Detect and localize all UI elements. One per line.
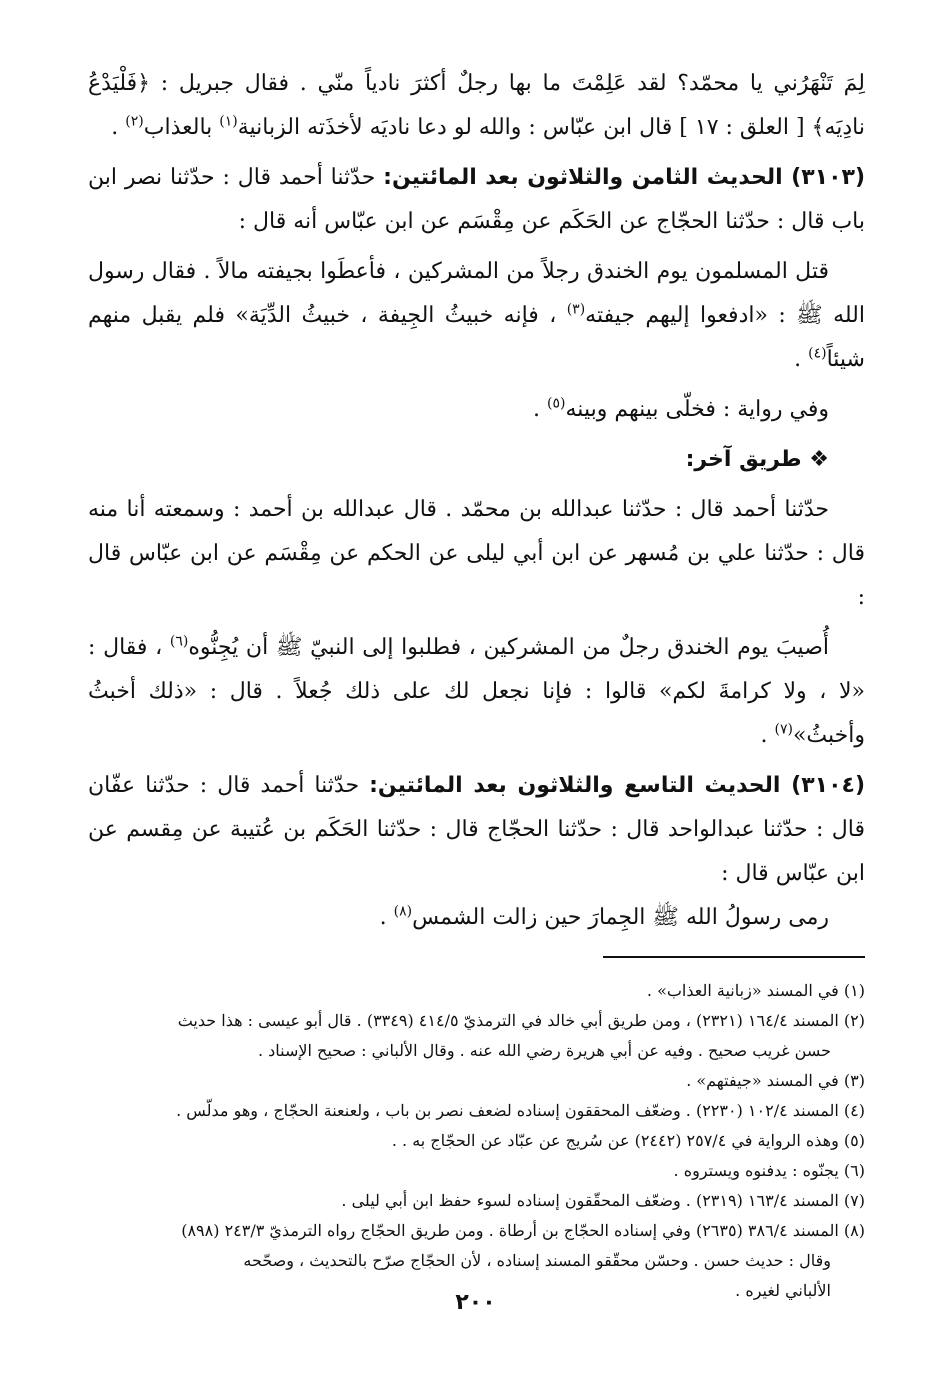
hadith-3104: (٣١٠٤) الحديث التاسع والثلاثون بعد المائتين: حدّثنا أحمد قال : حدّثنا عفّان قال : حدّثنا عبدالواحد قال : حدّثنا الحجّاج قال : حدّثنا الحَكَم بن عُتيبة عن مِقسم عن ابن عبّاس قال : xyxy=(88,773,865,886)
footnote-5: (٥) وهذه الرواية في ٢٥٧/٤ (٢٤٤٢) عن سُريج عن عبّاد عن الحجّاج به . . xyxy=(391,1131,865,1150)
footnote-1: (١) في المسند «زبانية العذاب» . xyxy=(646,981,865,1000)
hadith-3103: (٣١٠٣) الحديث الثامن والثلاثون بعد المائتين: حدّثنا أحمد قال : حدّثنا نصر ابن باب قال : حدّثنا الحجّاج عن الحَكَم عن مِقْسَم عن ابن عبّاس أنه قال : xyxy=(88,165,865,234)
paragraph-6: أُصيبَ يوم الخندق رجلٌ من المشركين ، فطلبوا إلى النبيّ ﷺ أن يُجِنُّوه$^{(٦)}$ ، فقال : «لا ، ولا كرامةَ لكم» قالوا : فإنا نجعل لك على ذلك جُعلاً . قال : «ذلك أخبثُ وأخبثُ»$^{(٧)}$ . xyxy=(88,633,865,748)
footnote-ref-7: (٧) xyxy=(774,721,793,738)
paragraph-5: حدّثنا أحمد قال : حدّثنا عبدالله بن محمّد . قال عبدالله بن أحمد : وسمعته أنا منه قال : حدّثنا علي بن مُسهر عن ابن أبي ليلى عن الحكم عن مِقْسَم عن ابن عبّاس قال : xyxy=(88,497,865,610)
paragraph-1: لِمَ تَنْهَرُني يا محمّد؟ لقد عَلِمْتَ ما بها رجلٌ أكثرَ نادياً منّي . فقال جبريل : ﴿فَلْيَدْعُ نادِيَه﴾ [ العلق : ١٧ ] قال ابن عبّاس : والله لو دعا ناديَه لأخذَته الزبانية$^{(١)}$ بالعذاب$^{(٢)}$ . xyxy=(88,71,865,140)
footnote-separator xyxy=(603,956,865,958)
paragraph-3: قتل المسلمون يوم الخندق رجلاً من المشركين ، فأعطَوا بجيفته مالاً . فقال رسول الله ﷺ : «ادفعوا إليهم جيفته$^{(٣)}$ ، فإنه خبيثُ الجِيفة ، خبيثُ الدِّيَة» فلم يقبل منهم شيئاً$^{(٤)}$ . xyxy=(88,259,865,372)
footnote-ref-8: (٨) xyxy=(393,903,413,920)
paragraph-4: وفي رواية : فخلّى بينهم وبينه$^{(٥)}$ . xyxy=(533,395,829,422)
main-text xyxy=(88,62,865,940)
footnote-ref-5: (٥) xyxy=(547,395,566,412)
footnote-2-cont: حسن غريب صحيح . وفيه عن أبي هريرة رضي الله عنه . وقال الألباني : صحيح الإسناد . xyxy=(257,1041,831,1060)
paragraph-8: رمى رسولُ الله ﷺ الجِمارَ حين زالت الشمس$^{(٨)}$ . xyxy=(379,903,829,930)
footnotes xyxy=(88,976,865,1306)
footnote-8-cont-1: وقال : حديث حسن . وحسّن محقّقو المسند إسناده ، لأن الحجّاج صرّح بالتحديث ، وصحّحه xyxy=(243,1251,831,1270)
footnote-6: (٦) يجنّوه : يدفنوه ويستروه . xyxy=(673,1161,865,1180)
footnote-ref-3: (٣) xyxy=(566,301,586,318)
footnote-3: (٣) في المسند «جيفتهم» . xyxy=(686,1071,865,1090)
footnote-ref-4: (٤) xyxy=(808,345,827,362)
footnote-2: (٢) المسند ١٦٤/٤ (٢٣٢١) ، ومن طريق أبي خالد في الترمذيّ ٤١٤/٥ (٣٣٤٩) . قال أبو عيسى : هذا حديث xyxy=(177,1011,865,1030)
hadith-heading-3104: (٣١٠٤) الحديث التاسع والثلاثون بعد المائتين: xyxy=(369,773,865,798)
footnote-7: (٧) المسند ١٦٣/٤ (٢٣١٩) . وضعّف المحقّقون إسناده لسوء حفظ ابن أبي ليلى . xyxy=(341,1191,865,1210)
footnote-ref-2: (٢) xyxy=(125,113,144,130)
footnote-ref-1: (١) xyxy=(219,113,238,130)
footnote-8: (٨) المسند ٣٨٦/٤ (٢٦٣٥) وفي إسناده الحجّاج بن أرطاة . ومن طريق الحجّاج رواه الترمذيّ ٢٤٣/٣ (٨٩٨) xyxy=(181,1221,865,1240)
footnote-8-cont-2: الألباني لغيره . xyxy=(735,1281,831,1300)
hadith-heading-3103: (٣١٠٣) الحديث الثامن والثلاثون بعد المائتين: xyxy=(383,165,865,190)
page-number: ٢٠٠ xyxy=(455,1290,496,1315)
footnote-separator-wrap xyxy=(88,956,865,958)
another-route-heading: ❖ طريق آخر: xyxy=(685,447,829,472)
footnote-4: (٤) المسند ١٠٢/٤ (٢٢٣٠) . وضعّف المحققون إسناده لضعف نصر بن باب ، ولعنعنة الحجّاج ، وهو مدلّس . xyxy=(176,1101,865,1120)
footnote-ref-6: (٦) xyxy=(169,633,189,650)
